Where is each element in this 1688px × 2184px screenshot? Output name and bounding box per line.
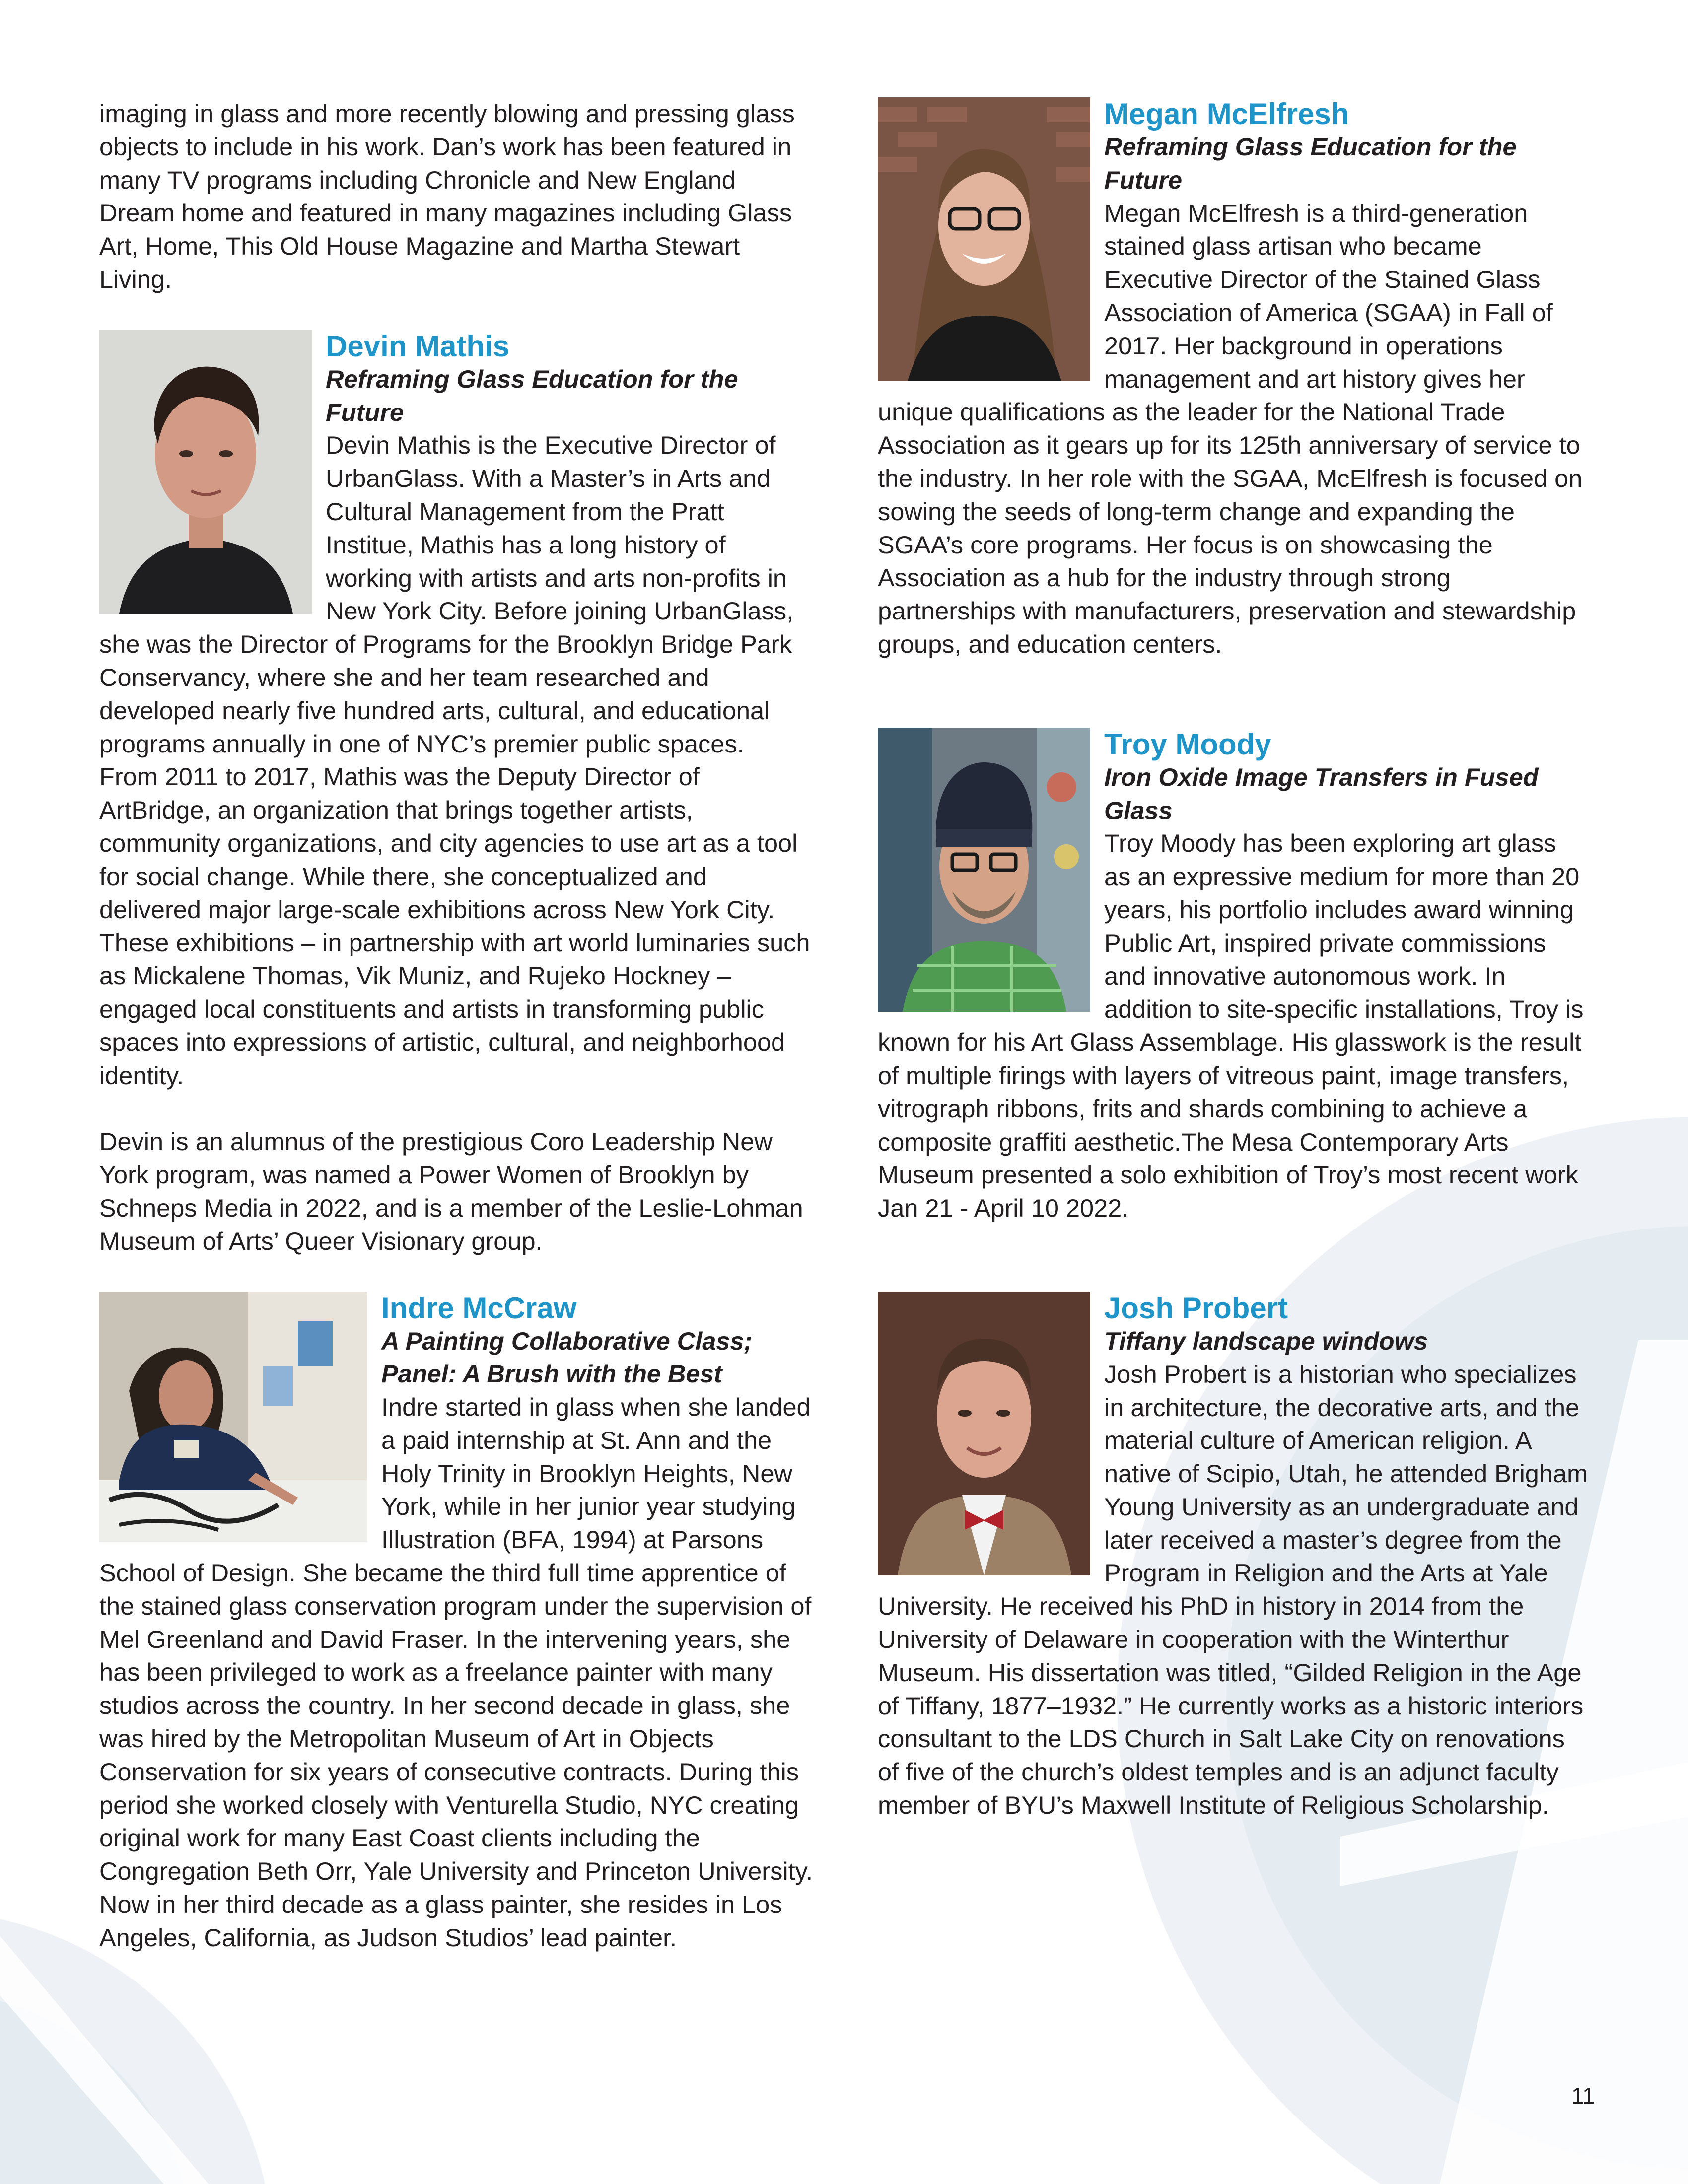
megan-mcelfresh-name: Megan McElfresh xyxy=(1104,97,1349,131)
troy-moody-name: Troy Moody xyxy=(1104,727,1271,761)
speaker-troy-moody xyxy=(878,728,1589,1225)
troy-moody-photo xyxy=(878,728,1090,1012)
devin-mathis-paragraph-3: Devin is an alumnus of the prestigious Coro Leadership New York program, was named a Power Women of Brooklyn by Schneps Media in 2022, and is a member of the Leslie-Lohman Museum of Arts’ Queer Visionary group. xyxy=(99,1127,803,1255)
megan-mcelfresh-bio: Megan McElfresh is a third-generation stained glass artisan who became Executive Director of the Stained Glass Association of America (SGAA) in Fall of 2017. Her background in operations management and art history gives her unique qualifications as the leader for the National Trade Association as it gears up for its 125th anniversary of service to the industry. In her role with the SGAA, McElfresh is focused on sowing the seeds of long-term change and expanding the SGAA’s core programs. Her focus is on showcasing the Association as a hub for the industry through strong partnerships with manufacturers, preservation and stewardship groups, and education centers. xyxy=(878,199,1583,658)
left-column xyxy=(99,97,814,1955)
devin-mathis-paragraph-2: From 2011 to 2017, Mathis was the Deputy Director of ArtBridge, an organization that brings together artists, community organizations, and city agencies to use art as a tool for social change. While there, she conceptualized and delivered major large-scale exhibitions across New York City. These exhibitions – in partnership with art world luminaries such as Mickalene Thomas, Vik Muniz, and Rujeko Hockney – engaged local constituents and artists in transforming public spaces into expressions of artistic, cultural, and neighborhood identity. xyxy=(99,762,810,1090)
page-number: 11 xyxy=(1571,2083,1595,2109)
devin-mathis-name: Devin Mathis xyxy=(326,329,510,363)
troy-moody-session: Iron Oxide Image Transfers in Fused Glass xyxy=(1104,762,1539,824)
speaker-megan-mcelfresh xyxy=(878,97,1589,661)
megan-mcelfresh-session: Reframing Glass Education for the Future xyxy=(1104,133,1517,194)
devin-mathis-session: Reframing Glass Education for the Future xyxy=(326,364,738,426)
troy-moody-bio: Troy Moody has been exploring art glass as an expressive medium for more than 20 years, his portfolio includes award winning Public Art, inspired private commissions and innovative autonomous work. In addition to site-specific installations, Troy is known for his Art Glass Assemblage. His glasswork is the result of multiple firings with layers of vitreous paint, image transfers, vitrograph ribbons, frits and shards combining to achieve a composite graffiti aesthetic.The Mesa Contemporary Arts Museum presented a solo exhibition of Troy’s most recent work Jan 21 - April 10 2022. xyxy=(878,829,1584,1223)
josh-probert-photo xyxy=(878,1292,1090,1575)
josh-probert-bio: Josh Probert is a historian who specializes in architecture, the decorative arts, and the material culture of American religion. A native of Scipio, Utah, he attended Brigham Young University as an undergraduate and later received a master’s degree from the Program in Religion and the Arts at Yale University. He received his PhD in history in 2014 from the University of Delaware in cooperation with the Winterthur Museum. His dissertation was titled, “Gilded Religion in the Age of Tiffany, 1877–1932.” He currently works as a historic interiors consultant to the LDS Church in Salt Lake City on renovations of five of the church’s oldest temples and is an adjunct faculty member of BYU’s Maxwell Institute of Religious Scholarship. xyxy=(878,1360,1588,1820)
indre-mccraw-photo xyxy=(99,1292,367,1542)
speaker-josh-probert xyxy=(878,1292,1589,1822)
indre-mccraw-name: Indre McCraw xyxy=(381,1291,577,1325)
megan-mcelfresh-photo xyxy=(878,97,1090,381)
intro-paragraph: imaging in glass and more recently blowing and pressing glass objects to include in his work. Dan’s work has been featured in many TV programs including Chronicle and New England Dream home and featured in many magazines including Glass Art, Home, This Old House Magazine and Martha Stewart Living. xyxy=(99,99,795,293)
indre-mccraw-session: A Painting Collaborative Class; Panel: A Brush with the Best xyxy=(381,1326,753,1388)
josh-probert-session: Tiffany landscape windows xyxy=(1104,1326,1428,1355)
indre-mccraw-bio: Indre started in glass when she landed a paid internship at St. Ann and the Holy Trinity in Brooklyn Heights, New York, while in her junior year studying Illustration (BFA, 1994) at Parsons School of Design. She became the third full time apprentice of the stained glass conservation program under the supervision of Mel Greenland and David Fraser. In the intervening years, she has been privileged to work as a freelance painter with many studios across the country. In her second decade in glass, she was hired by the Metropolitan Museum of Art in Objects Conservation for six years of consecutive contracts. During this period she worked closely with Venturella Studio, NYC creating original work for many East Coast clients including the Congregation Beth Orr, Yale University and Princeton University. Now in her third decade as a glass painter, she resides in Los Angeles, California, as Judson Studios’ lead painter. xyxy=(99,1393,813,1952)
speaker-indre-mccraw xyxy=(99,1292,814,1955)
devin-mathis-photo xyxy=(99,330,312,614)
speaker-devin-mathis xyxy=(99,330,814,1258)
devin-mathis-bio: Devin Mathis is the Executive Director of UrbanGlass. With a Master’s in Arts and Cultural Management from the Pratt Institue, Mathis has a long history of working with artists and arts non-profits in New York City. Before joining UrbanGlass, she was the Director of Programs for the Brooklyn Bridge Park Conservancy, where she and her team researched and developed nearly five hundred arts, cultural, and educational programs annually in one of NYC’s premier public spaces. xyxy=(99,431,794,758)
josh-probert-name: Josh Probert xyxy=(1104,1291,1288,1325)
right-column xyxy=(878,97,1589,1822)
